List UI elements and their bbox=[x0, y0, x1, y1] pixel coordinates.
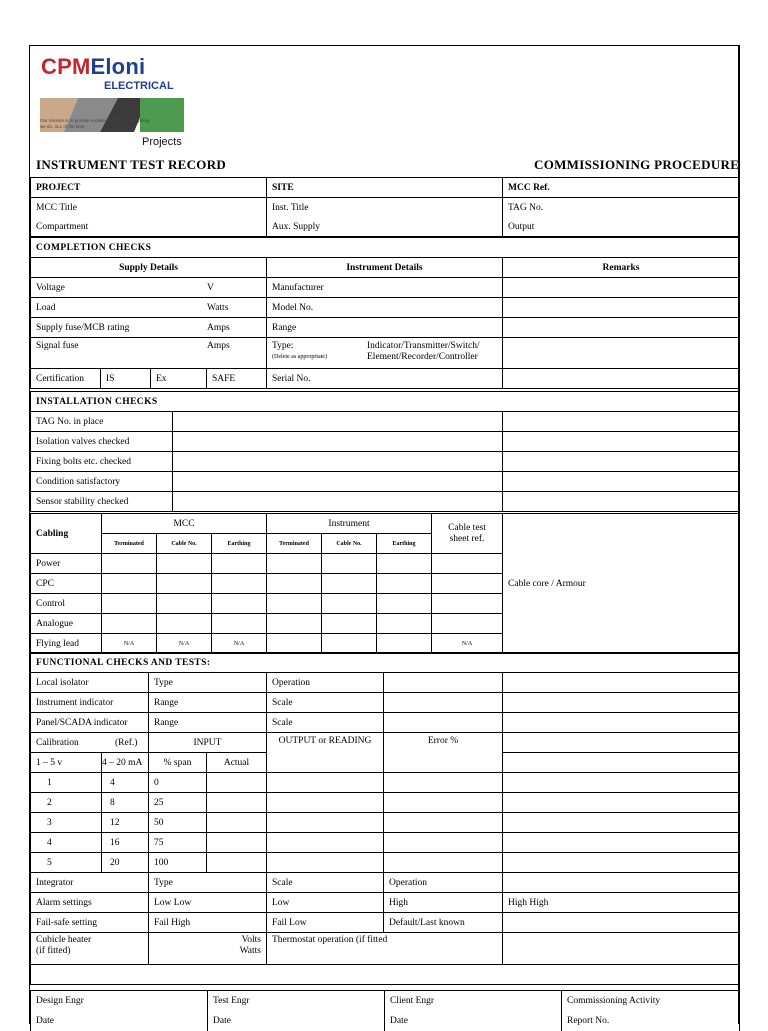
manufacturer-label: Manufacturer bbox=[267, 278, 503, 298]
high-high-label: High High bbox=[503, 893, 740, 913]
site-label: SITE bbox=[267, 178, 503, 198]
logo-tagline: Our mission is to provide excellent quality in everything we do, ALL of the time. bbox=[40, 118, 150, 129]
na-mark: N/A bbox=[432, 634, 503, 654]
v-range-label: 1 – 5 v bbox=[31, 753, 102, 773]
functional-heading: FUNCTIONAL CHECKS AND TESTS: bbox=[31, 653, 740, 673]
logo-projects: Projects bbox=[142, 136, 182, 148]
install-item: Condition satisfactory bbox=[31, 472, 173, 492]
supply-fuse-cell: Supply fuse/MCB rating Amps bbox=[31, 318, 267, 338]
cal-v: 4 bbox=[31, 833, 102, 853]
cal-span: 50 bbox=[149, 813, 207, 833]
cal-v: 2 bbox=[31, 793, 102, 813]
operation-label: Operation bbox=[384, 873, 503, 893]
functional-table bbox=[30, 652, 740, 985]
operation-label: Operation bbox=[267, 673, 384, 693]
client-engr-label: Client Engr bbox=[385, 991, 562, 1012]
remarks-cell bbox=[503, 318, 740, 338]
cable-core-label: Cable core / Armour bbox=[503, 574, 740, 594]
instrument-details-header: Instrument Details bbox=[267, 258, 503, 278]
high-label: High bbox=[384, 893, 503, 913]
cabling-row-label: Power bbox=[31, 554, 102, 574]
fail-high-label: Fail High bbox=[149, 913, 267, 933]
remarks-header: Remarks bbox=[503, 258, 740, 278]
failsafe-label: Fail-safe setting bbox=[31, 913, 149, 933]
na-mark: N/A bbox=[212, 634, 267, 654]
cable-test-header: Cable test sheet ref. bbox=[432, 514, 503, 554]
low-label: Low bbox=[267, 893, 384, 913]
panel-scada-label: Panel/SCADA indicator bbox=[31, 713, 149, 733]
test-engr-label: Test Engr bbox=[208, 991, 385, 1012]
cabling-row-label: CPC bbox=[31, 574, 102, 594]
range-label: Range bbox=[267, 318, 503, 338]
cabling-label: Cabling bbox=[31, 514, 102, 554]
thermostat-label: Thermostat operation (if fitted bbox=[267, 933, 503, 965]
error-pct-header: Error % bbox=[384, 733, 503, 773]
cal-ma: 4 bbox=[102, 773, 149, 793]
mcc-header: MCC bbox=[102, 514, 267, 534]
aux-supply-label: Aux. Supply bbox=[267, 217, 503, 237]
cabling-row-label: Analogue bbox=[31, 614, 102, 634]
project-label: PROJECT bbox=[31, 178, 267, 198]
date-label: Date bbox=[31, 1012, 208, 1031]
scale-label: Scale bbox=[267, 693, 384, 713]
cabling-row-label: Flying lead bbox=[31, 634, 102, 654]
remarks-cell bbox=[503, 369, 740, 389]
form-title: INSTRUMENT TEST RECORD bbox=[36, 157, 227, 172]
heater-units: Volts Watts bbox=[149, 933, 267, 965]
certification-label: Certification bbox=[31, 369, 101, 389]
commissioning-activity-label: Commissioning Activity bbox=[562, 991, 740, 1012]
procedure-title: COMMISSIONING PROCEDURE bbox=[534, 157, 740, 172]
install-item: Sensor stability checked bbox=[31, 492, 173, 512]
logo-brand: CPMEloni bbox=[41, 54, 146, 79]
na-mark: N/A bbox=[102, 634, 157, 654]
serial-no-label: Serial No. bbox=[267, 369, 503, 389]
install-item: TAG No. in place bbox=[31, 412, 173, 432]
cal-span: 0 bbox=[149, 773, 207, 793]
installation-heading: INSTALLATION CHECKS bbox=[31, 392, 740, 412]
cal-ma: 20 bbox=[102, 853, 149, 873]
fail-low-label: Fail Low bbox=[267, 913, 384, 933]
inst-title-label: Inst. Title bbox=[267, 198, 503, 218]
date-label: Date bbox=[385, 1012, 562, 1031]
signal-fuse-cell: Signal fuse Amps bbox=[31, 338, 267, 369]
mcc-title-label: MCC Title bbox=[31, 198, 267, 218]
mcc-cable-no-header: Cable No. bbox=[157, 534, 212, 554]
install-item: Fixing bolts etc. checked bbox=[31, 452, 173, 472]
calibration-cell: Calibration (Ref.) bbox=[31, 733, 149, 753]
cal-v: 3 bbox=[31, 813, 102, 833]
is-label: IS bbox=[101, 369, 151, 389]
completion-heading: COMPLETION CHECKS bbox=[31, 238, 740, 258]
logo-subbrand: ELECTRICAL bbox=[104, 80, 174, 92]
cal-ma: 8 bbox=[102, 793, 149, 813]
report-no-label: Report No. bbox=[562, 1012, 740, 1031]
remarks-cell bbox=[503, 338, 740, 369]
inst-terminated-header: Terminated bbox=[267, 534, 322, 554]
cubicle-heater-label: Cubicle heater (if fitted) bbox=[31, 933, 149, 965]
model-no-label: Model No. bbox=[267, 298, 503, 318]
cal-span: 100 bbox=[149, 853, 207, 873]
cal-v: 5 bbox=[31, 853, 102, 873]
cabling-row-label: Control bbox=[31, 594, 102, 614]
cal-ma: 12 bbox=[102, 813, 149, 833]
range-label: Range bbox=[149, 693, 267, 713]
cal-v: 1 bbox=[31, 773, 102, 793]
voltage-cell: Voltage V bbox=[31, 278, 267, 298]
install-item: Isolation valves checked bbox=[31, 432, 173, 452]
installation-table bbox=[30, 391, 740, 512]
range-label: Range bbox=[149, 713, 267, 733]
cabling-table bbox=[30, 513, 740, 654]
safe-label: SAFE bbox=[207, 369, 267, 389]
ma-range-label: 4 – 20 mA bbox=[102, 753, 149, 773]
remarks-cell bbox=[503, 278, 740, 298]
ex-label: Ex bbox=[151, 369, 207, 389]
project-table bbox=[30, 177, 740, 237]
completion-table bbox=[30, 237, 740, 389]
actual-header: Actual bbox=[207, 753, 267, 773]
low-low-label: Low Low bbox=[149, 893, 267, 913]
scale-label: Scale bbox=[267, 713, 384, 733]
type-label: Type bbox=[149, 873, 267, 893]
local-isolator-label: Local isolator bbox=[31, 673, 149, 693]
default-last-label: Default/Last known bbox=[384, 913, 503, 933]
supply-details-header: Supply Details bbox=[31, 258, 267, 278]
alarm-settings-label: Alarm settings bbox=[31, 893, 149, 913]
mcc-earthing-header: Earthing bbox=[212, 534, 267, 554]
inst-earthing-header: Earthing bbox=[377, 534, 432, 554]
instrument-indicator-label: Instrument indicator bbox=[31, 693, 149, 713]
output-reading-header: OUTPUT or READING bbox=[267, 733, 384, 773]
mcc-terminated-header: Terminated bbox=[102, 534, 157, 554]
compartment-label: Compartment bbox=[31, 217, 267, 237]
remarks-cell bbox=[503, 298, 740, 318]
integrator-label: Integrator bbox=[31, 873, 149, 893]
mcc-ref-label: MCC Ref. bbox=[503, 178, 740, 198]
na-mark: N/A bbox=[157, 634, 212, 654]
type-label: Type bbox=[149, 673, 267, 693]
cal-span: 75 bbox=[149, 833, 207, 853]
tag-no-label: TAG No. bbox=[503, 198, 740, 218]
cal-ma: 16 bbox=[102, 833, 149, 853]
scale-label: Scale bbox=[267, 873, 384, 893]
load-cell: Load Watts bbox=[31, 298, 267, 318]
instrument-header: Instrument bbox=[267, 514, 432, 534]
type-cell: Type: (Delete as appropriate) Indicator/Transmitter/Switch/ Element/Recorder/Controller bbox=[267, 338, 503, 369]
remarks-cell bbox=[503, 514, 740, 554]
pct-span-header: % span bbox=[149, 753, 207, 773]
input-header: INPUT bbox=[149, 733, 267, 753]
signoff-table bbox=[30, 990, 740, 1031]
output-label: Output bbox=[503, 217, 740, 237]
design-engr-label: Design Engr bbox=[31, 991, 208, 1012]
cal-span: 25 bbox=[149, 793, 207, 813]
date-label: Date bbox=[208, 1012, 385, 1031]
inst-cable-no-header: Cable No. bbox=[322, 534, 377, 554]
